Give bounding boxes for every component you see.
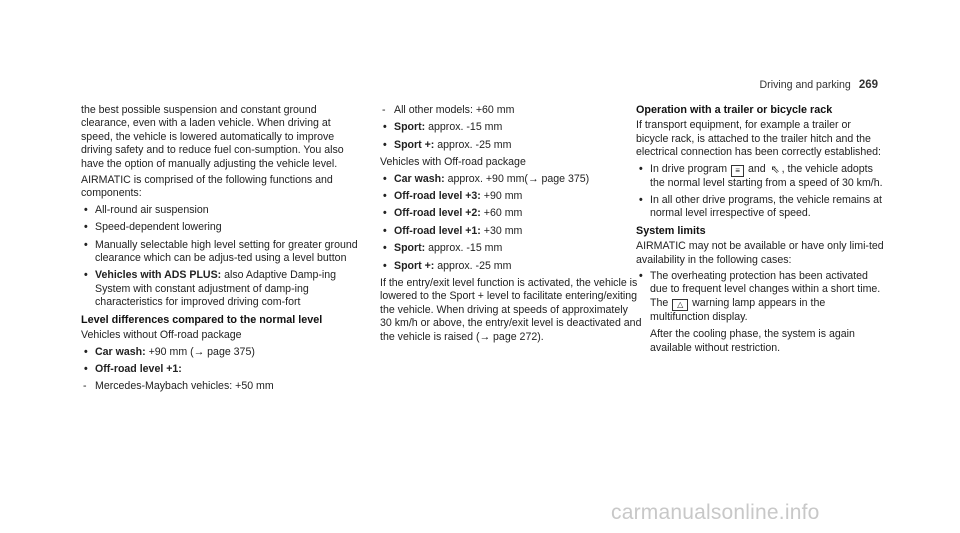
without-offroad-label: Vehicles without Off-road package — [81, 329, 242, 342]
trailer-list — [636, 163, 886, 221]
list-item — [81, 269, 363, 309]
column-1 — [81, 104, 363, 398]
item-label: Car wash: — [394, 172, 445, 185]
list-item: • Speed-dependent lowering — [81, 221, 363, 234]
item-text: warning lamp appears in the multifunction display. — [650, 296, 826, 323]
sportplus-text: approx. -25 mm — [434, 138, 512, 151]
section-title: Driving and parking — [759, 79, 851, 91]
sub-list — [81, 380, 363, 393]
item-label: Sport: — [394, 242, 426, 255]
list-item — [380, 121, 642, 134]
sub-list-item: - Mercedes-Maybach vehicles: +50 mm — [81, 380, 363, 393]
list-item — [380, 260, 642, 273]
drive-program-icon: ≡ — [731, 165, 744, 177]
components-list — [81, 204, 363, 310]
sport-text: approx. -15 mm — [425, 121, 503, 134]
column-3 — [636, 104, 886, 358]
list-item — [380, 139, 642, 152]
ads-text: also Adaptive Damp-ing System with constant adjustment of damp-ing characteristics for improved driving com-fort — [95, 269, 337, 309]
airmatic-paragraph: AIRMATIC is comprised of the following functions and components: — [81, 174, 333, 200]
intro-paragraph: the best possible suspension and constant ground clearance, even with a laden vehicle. When driving at speed, the vehicle is lowered automatically to improve driving safety and to reduce fuel con-sumption. You also have the option of manually adjusting the vehicle level. — [81, 104, 344, 170]
after-cooling-paragraph: After the cooling phase, the system is again available without restriction. — [650, 328, 855, 354]
limits-list — [636, 270, 886, 324]
carwash-text: +90 mm (→ page 375) — [145, 345, 255, 358]
carwash-label: Car wash: — [95, 345, 146, 358]
item-label: Off-road level +2: — [394, 207, 481, 220]
column-2 — [380, 104, 642, 347]
page-number: 269 — [858, 79, 878, 91]
list-item — [380, 225, 642, 238]
list-item — [81, 346, 363, 359]
item-text: , the vehicle adopts the normal level starting from a speed of 30 km/h. — [650, 162, 883, 189]
trailer-heading: Operation with a trailer or bicycle rack — [636, 104, 833, 116]
item-text: +30 mm — [480, 224, 523, 237]
offroad1-label: Off-road level +1: — [95, 362, 182, 375]
trailer-paragraph: If transport equipment, for example a trailer or bicycle rack, is attached to the trailer hitch and the electrical connection has been correctly established: — [636, 119, 881, 159]
list-item: • Manually selectable high level setting for greater ground clearance which can be adjus-ted using a level button — [81, 239, 363, 266]
suspension-warning-icon: △ — [672, 299, 688, 311]
item-text: approx. -15 mm — [425, 242, 503, 255]
with-offroad-label: Vehicles with Off-road package — [380, 156, 526, 169]
offroad-icon: ⇖ — [770, 163, 780, 176]
list-item: • In all other drive programs, the vehicle remains at normal level irrespective of speed. — [636, 194, 886, 221]
ads-label: Vehicles with ADS PLUS: — [95, 269, 222, 282]
list-item — [81, 363, 363, 376]
sub-list — [380, 104, 642, 117]
sport-label: Sport: — [394, 121, 426, 134]
level-list — [380, 121, 642, 152]
list-item — [380, 207, 642, 220]
entry-exit-paragraph: If the entry/exit level function is activated, the vehicle is lowered to the Sport + level to facilitate entering/exiting the vehicle. When driving at speeds of approximately 30 km/h or above, the entry/exit level is deactivated and the vehicle is raised (→ page 272). — [380, 277, 642, 343]
item-text: In drive program — [650, 162, 731, 175]
page-header — [760, 79, 878, 92]
item-text: and — [745, 162, 769, 175]
item-text: +90 mm — [480, 190, 523, 203]
offroad-level-list — [380, 173, 642, 273]
item-label: Sport +: — [394, 259, 435, 272]
item-label: Off-road level +3: — [394, 190, 481, 203]
item-text: +60 mm — [480, 207, 523, 220]
sportplus-label: Sport +: — [394, 138, 435, 151]
item-label: Off-road level +1: — [394, 224, 481, 237]
sub-list-item: - All other models: +60 mm — [380, 104, 642, 117]
item-text: approx. -25 mm — [434, 259, 512, 272]
level-list — [81, 346, 363, 377]
list-item — [636, 163, 886, 190]
watermark: carmanualsonline.info — [611, 501, 820, 524]
item-text: approx. +90 mm(→ page 375) — [444, 172, 590, 185]
list-item — [636, 270, 886, 324]
list-item — [380, 242, 642, 255]
limits-paragraph: AIRMATIC may not be available or have only limi-ted availability in the following cases: — [636, 240, 884, 266]
system-limits-heading: System limits — [636, 224, 706, 237]
item-text: The overheating protection has been activated due to frequent level changes within a short time. The — [650, 270, 881, 309]
section-heading: Level differences compared to the normal level — [81, 313, 323, 326]
list-item — [380, 190, 642, 203]
list-item — [380, 173, 642, 186]
list-item: • All-round air suspension — [81, 204, 363, 217]
